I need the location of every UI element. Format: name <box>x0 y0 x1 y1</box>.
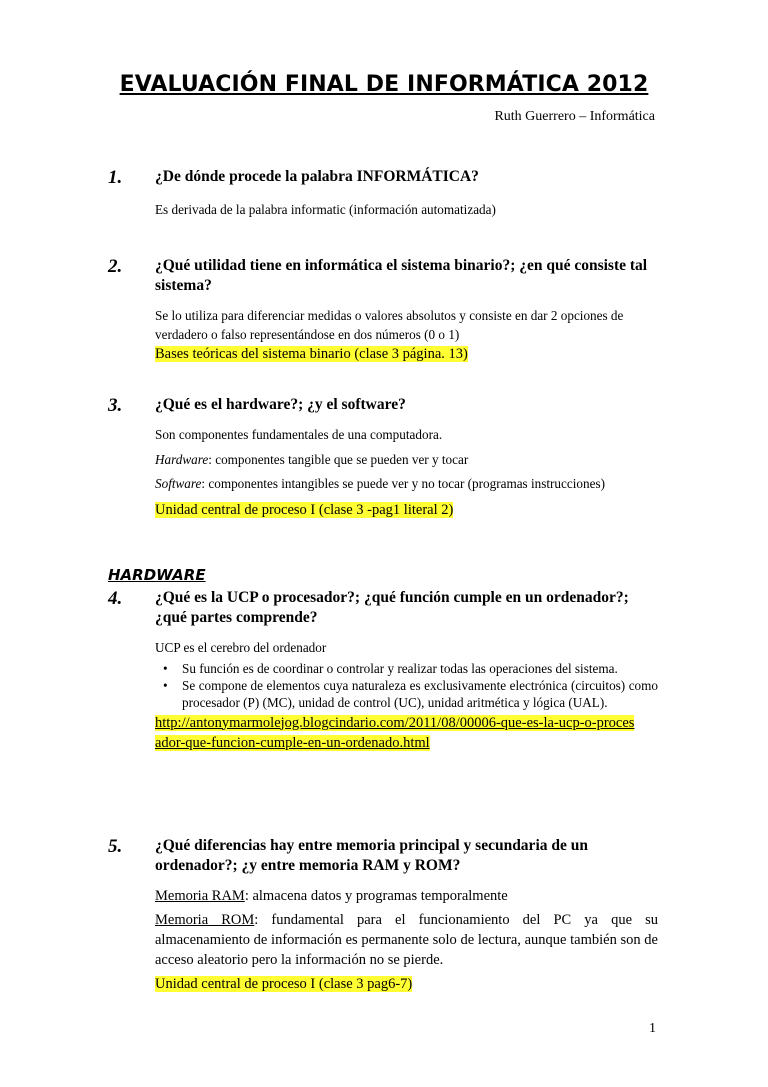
question-number: 5. <box>108 836 123 857</box>
page-number: 1 <box>649 1021 656 1036</box>
question-number: 1. <box>108 167 123 188</box>
question-text: ¿Qué diferencias hay entre memoria principal y secundaria de un ordenador?; ¿y entre memoria RAM y ROM? <box>155 837 588 874</box>
bullet-list <box>155 660 658 711</box>
question-text: ¿De dónde procede la palabra INFORMÁTICA? <box>155 168 479 185</box>
reference-highlight: Bases teóricas del sistema binario (clase 3 página. 13) <box>155 346 468 362</box>
hardware-definition: Hardware: componentes tangible que se pueden ver y tocar <box>155 451 469 467</box>
question-text: ¿Qué utilidad tiene en informática el sistema binario?; ¿en qué consiste tal sistema? <box>155 257 648 294</box>
ram-definition: Memoria RAM: almacena datos y programas temporalmente <box>155 888 508 904</box>
question-number: 2. <box>108 256 123 277</box>
reference-highlight: Unidad central de proceso I (clase 3 pag6-7) <box>155 976 413 992</box>
question-1 <box>108 167 658 220</box>
list-item: • Se compone de elementos cuya naturaleza es exclusivamente electrónica (circuitos) como procesador (P) (MC), unidad de control (UC), unidad aritmética y lógica (UAL). <box>182 677 658 711</box>
question-number: 4. <box>108 588 123 609</box>
question-text: ¿Qué es el hardware?; ¿y el software? <box>155 396 406 413</box>
author-line: Ruth Guerrero – Informática <box>494 109 655 124</box>
question-number: 3. <box>108 395 123 416</box>
answer-text: Es derivada de la palabra informatic (información automatizada) <box>155 202 496 217</box>
question-text: ¿Qué es la UCP o procesador?; ¿qué función cumple en un ordenador?; ¿qué partes comprende? <box>155 589 629 626</box>
answer-text: Son componentes fundamentales de una computadora. <box>155 427 443 442</box>
reference-link[interactable]: http://antonymarmolejog.blogcindario.com/2011/08/00006-que-es-la-ucp-o-procesador-que-funcion-cumple-en-un-ordenado.html <box>155 714 635 751</box>
list-item: • Su función es de coordinar o controlar y realizar todas las operaciones del sistema. <box>182 660 658 677</box>
answer-text: Se lo utiliza para diferenciar medidas o valores absolutos y consiste en dar 2 opciones de verdadero o falso representándose en dos números (0 o 1) <box>155 308 624 342</box>
answer-text: UCP es el cerebro del ordenador <box>155 640 327 655</box>
question-5 <box>108 836 658 994</box>
reference-highlight: Unidad central de proceso I (clase 3 -pag1 literal 2) <box>155 501 454 518</box>
question-2 <box>108 256 658 364</box>
document-title: EVALUACIÓN FINAL DE INFORMÁTICA 2012 <box>119 72 649 97</box>
section-heading-hardware: HARDWARE <box>108 566 206 584</box>
rom-definition: Memoria ROM: fundamental para el funcionamiento del PC ya que su almacenamiento de información es permanente solo de lectura, aunque también son de acceso aleatorio pero la información no se pierde. <box>155 912 658 968</box>
software-definition: Software: componentes intangibles se puede ver y no tocar (programas instrucciones) <box>155 476 605 491</box>
question-3 <box>108 395 658 520</box>
question-4 <box>108 588 658 753</box>
